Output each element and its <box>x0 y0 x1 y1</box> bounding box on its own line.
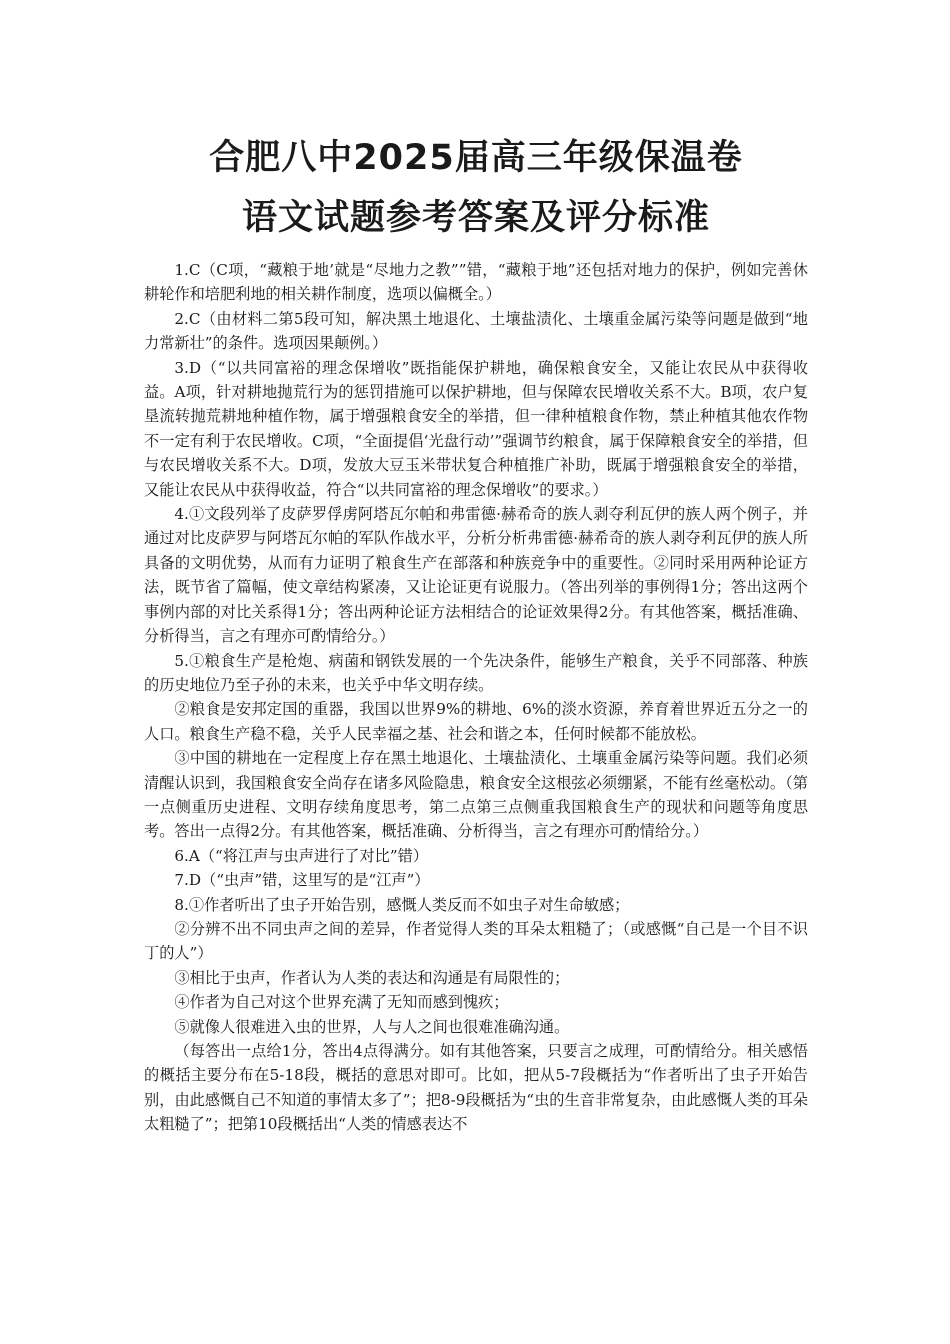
document-title: 合肥八中2025届高三年级保温卷 <box>209 138 743 178</box>
answer-q5-point1: 5.①粮食生产是枪炮、病菌和钢铁发展的一个先决条件，能够生产粮食，关乎不同部落、种族的历史地位乃至子孙的未来，也关乎中华文明存续。 <box>144 651 808 694</box>
answer-q5-point2: ②粮食是安邦定国的重器，我国以世界9%的耕地、6%的淡水资源，养育着世界近五分之一的人口。粮食生产稳不稳，关乎人民幸福之基、社会和谐之本，任何时候都不能放松。 <box>144 700 808 743</box>
answer-body <box>144 258 808 1137</box>
answer-q7: 7.D（“虫声”错，这里写的是“江声”） <box>174 871 430 890</box>
answer-q8-scoring: （每答出一点给1分，答出4点得满分。如有其他答案，只要言之成理，可酌情给分。相关感悟的概括主要分布在5-18段，概括的意思对即可。比如，把从5-7段概括为“作者听出了虫子开始告别，由此感慨自己不知道的事情太多了”；把8-9段概括为“虫的生音非常复杂，由此感慨人类的耳朵太粗糙了”；把第10段概括出“人类的情感表达不 <box>144 1042 808 1134</box>
answer-q8-point3: ③相比于虫声，作者认为人类的表达和沟通是有局限性的； <box>174 968 570 987</box>
answer-q8-point1: 8.①作者听出了虫子开始告别，感慨人类反而不如虫子对生命敏感； <box>174 895 630 914</box>
answer-q5-point3: ③中国的耕地在一定程度上存在黑土地退化、土壤盐渍化、土壤重金属污染等问题。我们必须清醒认识到，我国粮食安全尚存在诸多风险隐患，粮食安全这根弦必须绷紧，不能有丝毫松动。（第一点侧重历史进程、文明存续角度思考，第二点第三点侧重我国粮食生产的现状和问题等角度思考。答出一点得2分。有其他答案，概括准确、分析得当，言之有理亦可酌情给分。） <box>144 749 808 841</box>
answer-q4: 4.①文段列举了皮萨罗俘虏阿塔瓦尔帕和弗雷德·赫希奇的族人剥夺利瓦伊的族人两个例子，并通过对比皮萨罗与阿塔瓦尔帕的军队作战水平，分析分析弗雷德·赫希奇的族人剥夺利瓦伊的族人所具备的文明优势，从而有力证明了粮食生产在部落和种族竞争中的重要性。②同时采用两种论证方法，既节省了篇幅，使文章结构紧凑，又让论证更有说服力。（答出列举的事例得1分；答出这两个事例内部的对比关系得1分；答出两种论证方法相结合的论证效果得2分。有其他答案，概括准确、分析得当，言之有理亦可酌情给分。） <box>144 505 808 646</box>
document-subtitle: 语文试题参考答案及评分标准 <box>241 198 710 238</box>
answer-q6: 6.A（“将江声与虫声进行了对比”错） <box>174 846 429 865</box>
answer-q2: 2.C（由材料二第5段可知，解决黑土地退化、土壤盐渍化、土壤重金属污染等问题是做到“地力常新壮”的条件。选项因果颠例。） <box>144 309 808 353</box>
answer-q8-point4: ④作者为自己对这个世界充满了无知而感到愧疚； <box>174 993 509 1012</box>
answer-q8-point5: ⑤就像人很难进入虫的世界，人与人之间也很难准确沟通。 <box>174 1017 570 1036</box>
answer-q1: 1.C（C项，“藏粮于地’就是“尽地力之教””错，“藏粮于地”还包括对地力的保护，例如完善休耕轮作和培肥利地的相关耕作制度，选项以偏概全。） <box>144 261 808 304</box>
answer-q8-point2: ②分辨不出不同虫声之间的差异，作者觉得人类的耳朵太粗糙了；（或感慨“自己是一个目不识丁的人”） <box>144 919 808 963</box>
answer-q3: 3.D（“以共同富裕的理念保增收”既指能保护耕地，确保粮食安全，又能让农民从中获得收益。A项，针对耕地抛荒行为的惩罚措施可以保护耕地，但与保障农民增收关系不大。B项，农户复垦流转抛荒耕地种植作物，属于增强粮食安全的举措，但一律种植粮食作物，禁止种植其他农作物不一定有利于农民增收。C项，“全面提倡‘光盘行动’”强调节约粮食，属于保障粮食安全的举措，但与农民增收关系不大。D项，发放大豆玉米带状复合种植推广补助，既属于增强粮食安全的举措，又能让农民从中获得收益，符合“以共同富裕的理念保增收”的要求。） <box>144 358 808 499</box>
